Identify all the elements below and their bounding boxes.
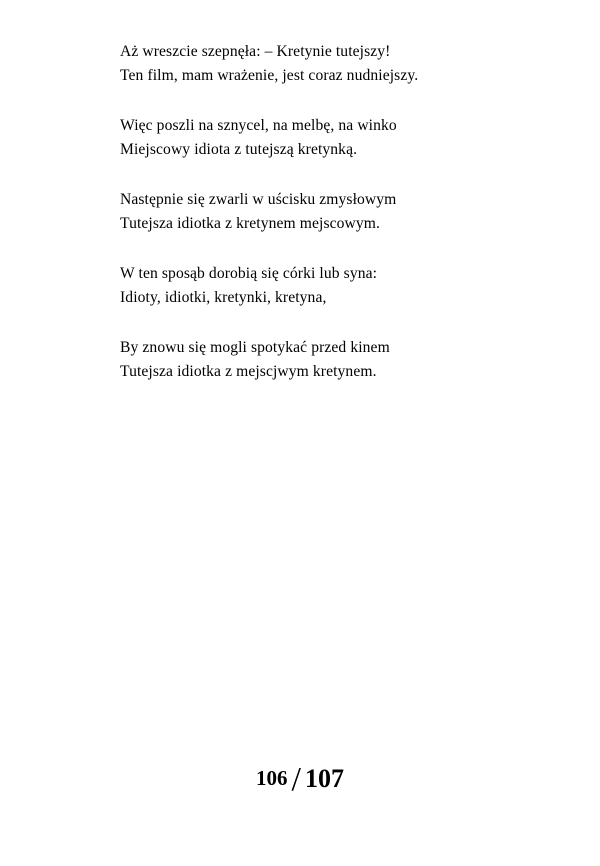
verse-line: W ten sposąb dorobią się córki lub syna: — [120, 265, 378, 282]
verse-line: Idioty, idiotki, kretynki, kretyna, — [120, 289, 327, 306]
verse-line: Ten film, mam wrażenie, jest coraz nudniejszy. — [120, 67, 419, 84]
stanza — [120, 40, 540, 88]
stanza — [120, 188, 540, 236]
folio-separator: / — [291, 761, 301, 798]
page-folio — [0, 760, 600, 798]
folio-right-page-number: 107 — [304, 764, 344, 793]
verse-line: Tutejsza idiotka z mejscjwym kretynem. — [120, 363, 377, 380]
verse-line: Więc poszli na sznycel, na melbę, na winko — [120, 117, 397, 134]
poem-text-block — [120, 40, 540, 384]
verse-line: Następnie się zwarli w uścisku zmysłowym — [120, 191, 397, 208]
stanza — [120, 114, 540, 162]
verse-line: Aż wreszcie szepnęła: – Kretynie tutejszy! — [120, 43, 391, 60]
folio-inner — [256, 760, 344, 798]
verse-line: By znowu się mogli spotykać przed kinem — [120, 339, 390, 356]
stanza — [120, 336, 540, 384]
verse-line: Tutejsza idiotka z kretynem mejscowym. — [120, 215, 381, 232]
verse-line: Miejscowy idiota z tutejszą kretynką. — [120, 141, 358, 158]
stanza — [120, 262, 540, 310]
folio-left-page-number: 106 — [256, 766, 288, 790]
